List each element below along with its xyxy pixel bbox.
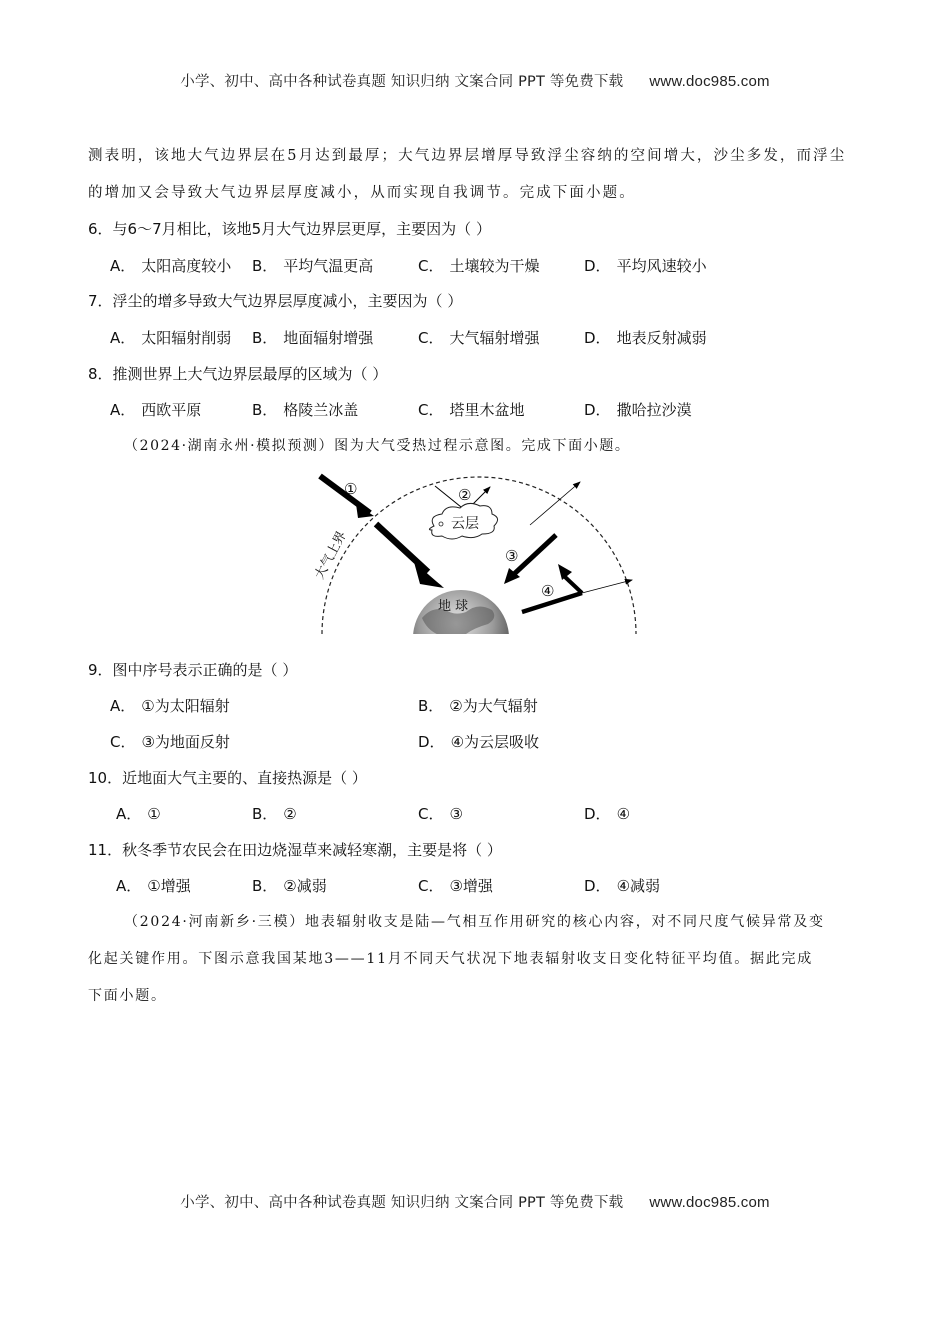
svg-text:①: ① <box>344 480 358 498</box>
question-stem: 浮尘的增多导致大气边界层厚度减小，主要因为（ ） <box>112 292 463 310</box>
q8-option-a[interactable]: A． 西欧平原 <box>110 401 202 419</box>
page-header <box>0 70 950 91</box>
q9-option-a[interactable]: A． ①为太阳辐射 <box>110 697 230 715</box>
intro-line-1: 测表明，该地大气边界层在5月达到最厚；大气边界层增厚导致浮尘容纳的空间增大，沙尘多发，而浮尘 <box>88 148 847 164</box>
q6-option-a[interactable]: A． 太阳高度较小 <box>110 257 232 275</box>
atmosphere-heating-diagram <box>310 468 640 636</box>
footer-text: 小学、初中、高中各种试卷真题 知识归纳 文案合同 PPT 等免费下载 <box>180 1195 624 1211</box>
intro-line-2: 的增加又会导致大气边界层厚度减小，从而实现自我调节。完成下面小题。 <box>88 185 636 201</box>
q11-option-d[interactable]: D． ④减弱 <box>584 877 661 895</box>
section-3-intro-line-2: 化起关键作用。下图示意我国某地3——11月不同天气状况下地表辐射收支日变化特征平均值。据此完成 <box>88 951 813 967</box>
question-number: 7． <box>88 292 113 310</box>
q11-option-b[interactable]: B． ②减弱 <box>252 877 327 895</box>
question-stem: 近地面大气主要的、直接热源是（ ） <box>122 769 367 787</box>
question-number: 9． <box>88 661 113 679</box>
question-10 <box>88 768 367 788</box>
q7-option-b[interactable]: B． 地面辐射增强 <box>252 329 374 347</box>
q11-option-c[interactable]: C． ③增强 <box>418 877 493 895</box>
q8-option-c[interactable]: C． 塔里木盆地 <box>418 401 525 419</box>
q10-option-c[interactable]: C． ③ <box>418 805 463 823</box>
question-stem: 秋冬季节农民会在田边烧湿草来减轻寒潮，主要是将（ ） <box>122 841 502 859</box>
question-7 <box>88 291 462 311</box>
q10-option-d[interactable]: D． ④ <box>584 805 631 823</box>
question-11 <box>88 840 502 860</box>
question-number: 11． <box>88 841 123 859</box>
svg-text:③: ③ <box>505 547 519 565</box>
q9-option-d[interactable]: D． ④为云层吸收 <box>418 733 540 751</box>
svg-text:④: ④ <box>541 582 555 600</box>
q9-option-c[interactable]: C． ③为地面反射 <box>110 733 230 751</box>
question-8 <box>88 364 387 384</box>
footer-url[interactable]: www.doc985.com <box>649 1194 770 1211</box>
section-2-intro: （2024·湖南永州·模拟预测）图为大气受热过程示意图。完成下面小题。 <box>124 438 631 454</box>
q8-option-d[interactable]: D． 撒哈拉沙漠 <box>584 401 692 419</box>
question-6 <box>88 219 491 239</box>
q11-option-a[interactable]: A． ①增强 <box>116 877 191 895</box>
section-3-intro-line-1: （2024·河南新乡·三模）地表辐射收支是陆—气相互作用研究的核心内容，对不同尺度气候异常及变 <box>124 914 825 930</box>
header-url[interactable]: www.doc985.com <box>649 73 770 90</box>
q7-option-c[interactable]: C． 大气辐射增强 <box>418 329 540 347</box>
svg-text:云层: 云层 <box>451 516 479 532</box>
section-3-intro-line-3: 下面小题。 <box>88 988 167 1004</box>
q10-option-b[interactable]: B． ② <box>252 805 297 823</box>
question-stem: 推测世界上大气边界层最厚的区域为（ ） <box>112 365 388 383</box>
q9-option-b[interactable]: B． ②为大气辐射 <box>418 697 538 715</box>
svg-text:大气上界: 大气上界 <box>312 528 350 582</box>
question-number: 10． <box>88 769 123 787</box>
question-stem: 与6～7月相比，该地5月大气边界层更厚，主要因为（ ） <box>112 220 491 238</box>
q6-option-c[interactable]: C． 土壤较为干燥 <box>418 257 540 275</box>
q7-option-d[interactable]: D． 地表反射减弱 <box>584 329 707 347</box>
question-stem: 图中序号表示正确的是（ ） <box>112 661 298 679</box>
q7-option-a[interactable]: A． 太阳辐射削弱 <box>110 329 232 347</box>
svg-text:②: ② <box>458 486 472 504</box>
q6-option-d[interactable]: D． 平均风速较小 <box>584 257 707 275</box>
earth-label: 地 球 <box>438 599 469 614</box>
question-9 <box>88 660 297 680</box>
question-number: 6． <box>88 220 113 238</box>
diagram-svg <box>310 468 640 636</box>
question-number: 8． <box>88 365 113 383</box>
q10-option-a[interactable]: A． ① <box>116 805 161 823</box>
q8-option-b[interactable]: B． 格陵兰冰盖 <box>252 401 359 419</box>
page-footer <box>0 1191 950 1212</box>
q6-option-b[interactable]: B． 平均气温更高 <box>252 257 374 275</box>
header-text: 小学、初中、高中各种试卷真题 知识归纳 文案合同 PPT 等免费下载 <box>180 74 624 90</box>
